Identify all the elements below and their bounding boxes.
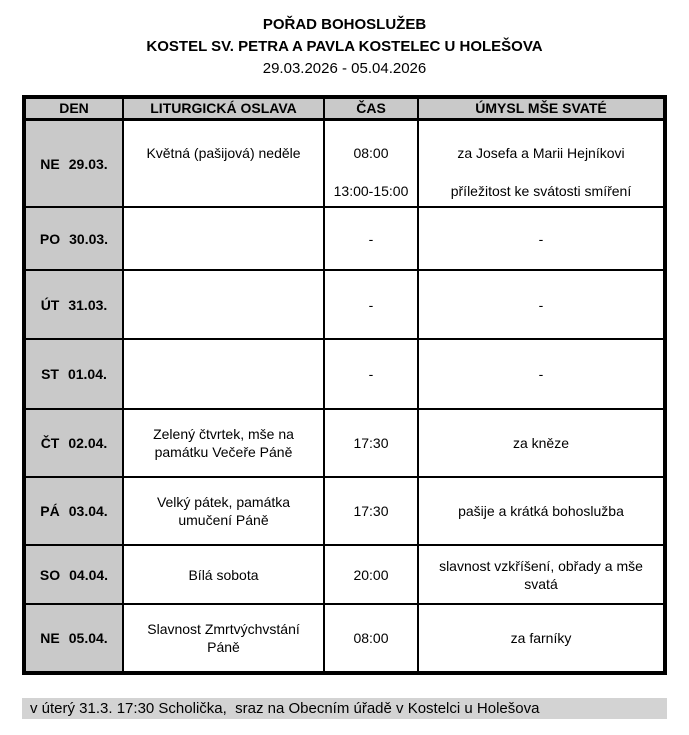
- intention-cell: za kněze: [417, 410, 663, 476]
- intention-cell: -: [417, 208, 663, 269]
- liturgy-cell: [122, 340, 323, 408]
- table-row: [26, 118, 663, 206]
- church-name: KOSTEL SV. PETRA A PAVLA KOSTELEC U HOLEŠOVA: [146, 38, 543, 55]
- time-cell: -: [323, 271, 417, 338]
- intention-cell: -: [417, 271, 663, 338]
- time-cell: 17:30: [323, 478, 417, 544]
- time-cell: 08:00: [323, 605, 417, 671]
- title-block: [0, 0, 689, 80]
- liturgy-cell: [122, 208, 323, 269]
- day-date: 03.04.: [68, 503, 108, 519]
- day-abbr: ÚT: [40, 296, 60, 313]
- day-date: 29.03.: [68, 155, 108, 172]
- day-date: 01.04.: [67, 366, 107, 382]
- liturgy-cell: [122, 271, 323, 338]
- day-cell: [26, 271, 122, 338]
- day-abbr: NE: [40, 630, 60, 646]
- day-abbr: SO: [39, 566, 61, 583]
- intention-cell: pašije a krátká bohoslužba: [417, 478, 663, 544]
- table-header-row: [26, 99, 663, 118]
- intention-text-2: příležitost ke svátosti smíření: [450, 183, 632, 199]
- day-cell: [26, 410, 122, 476]
- day-cell: [26, 605, 122, 671]
- table-row: [26, 603, 663, 671]
- table-row: [26, 544, 663, 603]
- day-abbr: PO: [39, 230, 61, 247]
- day-cell: [26, 546, 122, 603]
- time-text-2: 13:00-15:00: [333, 183, 409, 199]
- day-cell: [26, 121, 122, 206]
- footer-note-bar: [22, 698, 667, 719]
- table-row: [26, 206, 663, 269]
- liturgy-cell: Bílá sobota: [122, 546, 323, 603]
- column-header-cas: ČAS: [323, 99, 417, 118]
- intention-text: za Josefa a Marii Hejníkovi: [457, 144, 625, 161]
- day-date: 04.04.: [69, 566, 109, 583]
- table-row: [26, 269, 663, 338]
- intention-cell: za farníky: [417, 605, 663, 671]
- day-date: 30.03.: [69, 230, 109, 247]
- liturgy-cell: Zelený čtvrtek, mše na památku Večeře Páně: [122, 410, 323, 476]
- time-cell: -: [323, 340, 417, 408]
- table-row: [26, 338, 663, 408]
- liturgy-cell: [122, 121, 323, 206]
- day-abbr: ČT: [40, 435, 60, 451]
- day-date: 31.03.: [68, 296, 108, 313]
- time-cell: [323, 121, 417, 206]
- intention-cell: -: [417, 340, 663, 408]
- day-abbr: PÁ: [40, 503, 60, 519]
- intention-cell: slavnost vzkříšení, obřady a mše svatá: [417, 546, 663, 603]
- day-cell: [26, 340, 122, 408]
- day-cell: [26, 478, 122, 544]
- liturgy-cell: Slavnost Zmrtvýchvstání Páně: [122, 605, 323, 671]
- footer-note-text: v úterý 31.3. 17:30 Scholička, sraz na Obecním úřadě v Kostelci u Holešova: [30, 700, 540, 717]
- liturgy-text: Květná (pašijová) neděle: [146, 145, 301, 161]
- column-header-den: DEN: [59, 100, 89, 116]
- schedule-table: [22, 95, 667, 675]
- day-cell: [26, 208, 122, 269]
- day-date: 05.04.: [68, 630, 108, 646]
- liturgy-cell: Velký pátek, památka umučení Páně: [122, 478, 323, 544]
- time-cell: 20:00: [323, 546, 417, 603]
- page-title: POŘAD BOHOSLUŽEB: [262, 16, 427, 33]
- column-header-liturgicka-oslava: LITURGICKÁ OSLAVA: [122, 99, 323, 118]
- time-text: 08:00: [353, 144, 389, 161]
- table-row: [26, 476, 663, 544]
- day-date: 02.04.: [68, 435, 108, 451]
- date-range: 29.03.2026 - 05.04.2026: [262, 60, 427, 77]
- time-cell: -: [323, 208, 417, 269]
- table-row: [26, 408, 663, 476]
- column-header-umysl: ÚMYSL MŠE SVATÉ: [417, 99, 663, 118]
- time-cell: 17:30: [323, 410, 417, 476]
- day-abbr: NE: [40, 155, 60, 172]
- intention-cell: [417, 121, 663, 206]
- day-abbr: ST: [41, 366, 59, 382]
